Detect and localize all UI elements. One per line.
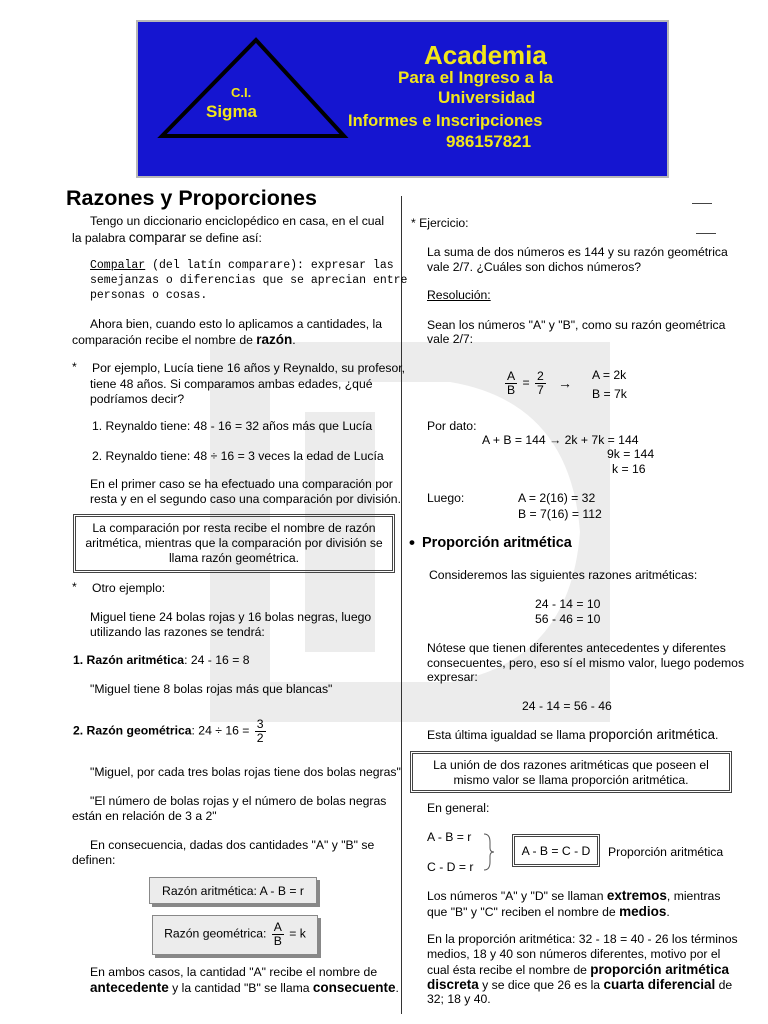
consid-line: Consideremos las siguientes razones aritméticas: (429, 568, 698, 582)
main-equation: 24 - 14 = 56 - 46 (522, 699, 612, 713)
otro-ejemplo: Otro ejemplo: (92, 581, 166, 595)
def-geo-box: Razón geométrica: $\frac{A}{B}$ = k (152, 915, 318, 955)
general-label: Proporción aritmética (608, 845, 724, 859)
por-dato: Por dato: (427, 419, 477, 433)
sean-line1: Sean los números "A" y "B", como su razón geométrica (427, 318, 726, 332)
ambos-line2: antecedente y la cantidad "B" se llama consecuente. (90, 980, 399, 995)
numeros-line1: Los números "A" y "D" se llaman extremos, mientras (427, 888, 721, 903)
ratio-equation: $\frac{A}{B}$ = $\frac{2}{7}$ (507, 369, 544, 397)
banner-academia: Academia (424, 40, 547, 70)
arrow-icon: → (558, 375, 572, 391)
ultima-line: Esta última igualdad se llama proporción aritmética. (427, 727, 719, 742)
g2: C - D = r (427, 860, 474, 874)
ejemplo-line3: podríamos decir? (90, 392, 185, 406)
ambos-line1: En ambos casos, la cantidad "A" recibe el nombre de (90, 965, 378, 979)
pd-line2: 9k = 144 (607, 447, 655, 461)
union-box: La unión de dos razones aritméticas que poseen el mismo valor se llama proporción aritmética. (410, 751, 732, 793)
def-arit-box: Razón aritmética: A - B = r (149, 877, 317, 904)
ejemplo-line1: Por ejemplo, Lucía tiene 16 años y Reynaldo, su profesor, (92, 361, 406, 375)
intro-line2: la palabra comparar se define así: (72, 230, 262, 245)
definition: Compalar (del latín comparare): expresar las (90, 259, 394, 272)
suma-line2: vale 2/7. ¿Cuáles son dichos números? (427, 260, 642, 274)
def-word: Compalar (90, 259, 146, 272)
star-bullet: * (72, 580, 77, 594)
cons-line1: En consecuencia, dadas dos cantidades "A" y "B" se (90, 838, 375, 852)
banner-line2: Universidad (438, 88, 536, 107)
en-line4: discreta y se dice que 26 es la cuarta diferencial de (427, 977, 733, 992)
g1: A - B = r (427, 830, 472, 844)
column-divider (401, 196, 402, 1014)
en-line1: En la proporción aritmética: 32 - 18 = 40 - 26 los términos (427, 932, 738, 946)
intro-line1: Tengo un diccionario enciclopédico en casa, en el cual (90, 214, 385, 228)
result-2: 2. Reynaldo tiene: 48 ÷ 16 = 3 veces la edad de Lucía (92, 449, 384, 463)
numeros-line2: que "B" y "C" reciben el nombre de medios. (427, 904, 670, 919)
ahora-line1: Ahora bien, cuando esto lo aplicamos a cantidades, la (90, 317, 383, 331)
miguel-line2: utilizando las razones se tendrá: (90, 625, 265, 639)
general-formula-box: A - B = C - D (512, 834, 600, 867)
pd-line1: A + B = 144 → 2k + 7k = 144 (482, 433, 639, 447)
luego-label: Luego: (427, 491, 465, 505)
definition-l3: personas o cosas. (90, 289, 208, 302)
luego-l2: B = 7(16) = 112 (518, 507, 602, 521)
resolucion-heading: Resolución: (427, 288, 491, 302)
numero-line2: están en relación de 3 a 2" (72, 809, 217, 823)
pd-line3: k = 16 (612, 462, 646, 476)
suma-line1: La suma de dos números es 144 y su razón geométrica (427, 245, 728, 259)
rg-quote: "Miguel, por cada tres bolas rojas tiene dos bolas negras" (90, 765, 401, 779)
sean-line2: vale 2/7: (427, 332, 474, 346)
razon-geometrica: 2. Razón geométrica: 24 ÷ 16 = $\frac{3}{2}$ (73, 717, 264, 745)
luego-l1: A = 2(16) = 32 (518, 491, 596, 505)
corner-mark (692, 203, 712, 204)
en-line2: medios, 18 y 40 son números diferentes, motivo por el (427, 947, 721, 961)
result-1: 1. Reynaldo tiene: 48 - 16 = 32 años más que Lucía (92, 419, 373, 433)
banner-line3: Informes e Inscripciones (348, 112, 543, 130)
b-eq-7k: B = 7k (592, 387, 627, 401)
ahora-line2: comparación recibe el nombre de razón. (72, 332, 296, 347)
bullet-icon: • (409, 533, 415, 552)
banner-ci: C.I. (231, 85, 252, 100)
notese-line3: expresar: (427, 670, 478, 684)
en-line5: 32; 18 y 40. (427, 992, 491, 1006)
star-bullet: * (72, 360, 77, 374)
ejercicio-label: * Ejercicio: (411, 216, 469, 230)
primer-line1: En el primer caso se ha efectuado una comparación por (90, 477, 393, 491)
notese-line1: Nótese que tienen diferentes antecedentes y diferentes (427, 641, 726, 655)
cons-line2: definen: (72, 853, 116, 867)
corner-mark (696, 233, 716, 234)
c1: 24 - 14 = 10 (535, 597, 601, 611)
en-general: En general: (427, 801, 490, 815)
ejemplo-line2: tiene 48 años. Si comparamos ambas edades, ¿qué (90, 377, 373, 391)
brace-icon (482, 832, 498, 872)
definition-box: La comparación por resta recibe el nombre de razón aritmética, mientras que la comparación por división se llama razón geométrica. (73, 514, 395, 573)
ra-quote: "Miguel tiene 8 bolas rojas más que blancas" (90, 682, 333, 696)
academy-banner (136, 20, 669, 178)
a-eq-2k: A = 2k (592, 368, 627, 382)
razon-aritmetica: 1. Razón aritmética: 24 - 16 = 8 (73, 653, 250, 667)
section-proporcion-aritmetica: Proporción aritmética (422, 535, 572, 551)
c2: 56 - 46 = 10 (535, 612, 601, 626)
primer-line2: resta y en el segundo caso una comparación por división. (90, 492, 401, 506)
miguel-line1: Miguel tiene 24 bolas rojas y 16 bolas negras, luego (90, 610, 372, 624)
definition-l2: semejanzas o diferencias que se aprecian entre (90, 274, 408, 287)
notese-line2: consecuentes, pero, eso sí el mismo valor, luego podemos (427, 656, 745, 670)
numero-line1: "El número de bolas rojas y el número de bolas negras (90, 794, 387, 808)
page-title: Razones y Proporciones (66, 186, 317, 210)
banner-sigma: Sigma (206, 102, 258, 121)
banner-line1: Para el Ingreso a la (398, 68, 553, 87)
sigma-triangle-logo (138, 22, 671, 180)
banner-phone: 986157821 (446, 132, 532, 151)
en-line3: cual ésta recibe el nombre de proporción aritmética (427, 962, 730, 977)
